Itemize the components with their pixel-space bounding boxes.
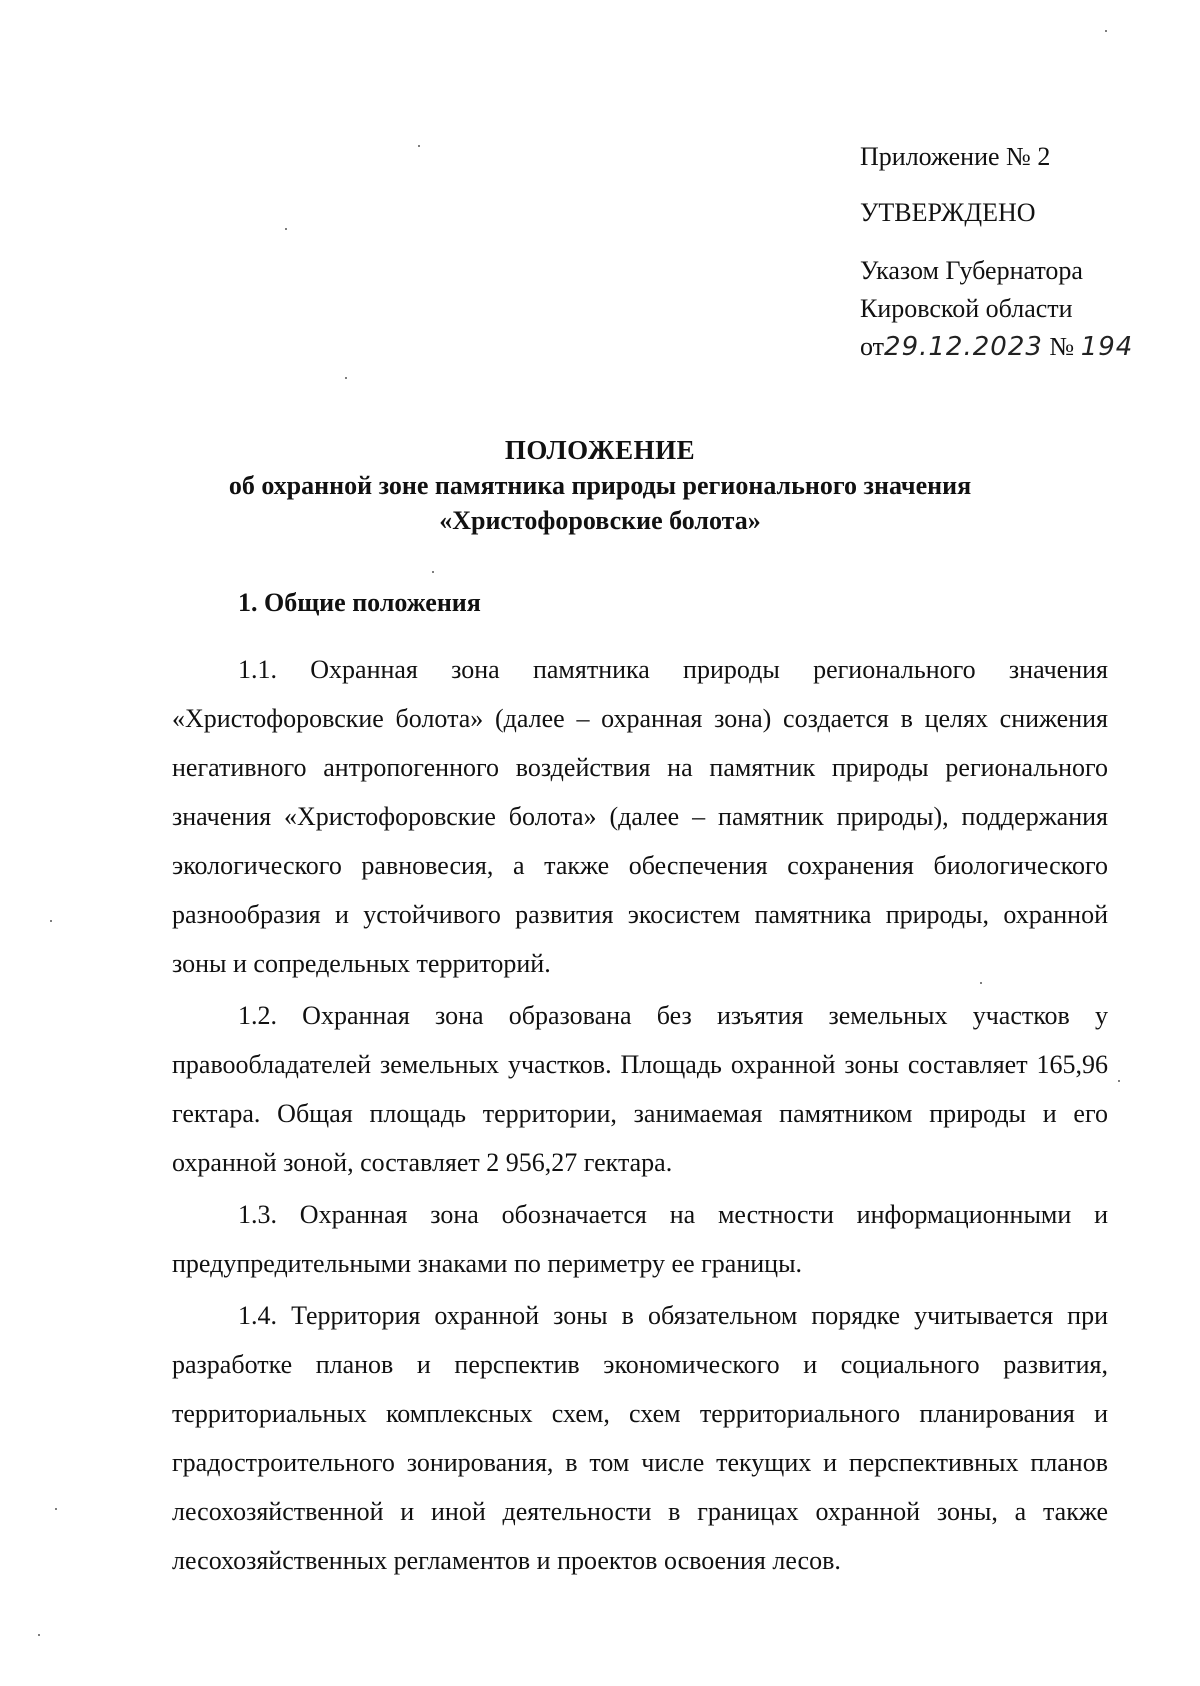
decree-date-line [860,328,1160,366]
paragraph-1-1: 1.1. Охранная зона памятника природы регионального значения «Христофоровские болота» (далее – охранная зона) создается в целях снижения негативного антропогенного воздействия на памятник природы регионального значения «Христофоровские болота» (далее – памятник природы), поддержания экологического равновесия, а также обеспечения сохранения биологического разнообразия и устойчивого развития экосистем памятника природы, охранной зоны и сопредельных территорий. [172,655,1108,978]
scan-speck [432,571,434,573]
number-prefix: № [1049,332,1075,361]
scan-speck [1118,1080,1120,1082]
scan-speck [38,1634,40,1636]
decree-line-2: Кировской области [860,294,1073,323]
title-subtitle: об охранной зоне памятника природы регионального значения [228,471,972,500]
scan-speck [980,982,982,984]
handwritten-date: 29.12.2023 [884,332,1043,362]
approved-label: УТВЕРЖДЕНО [860,198,1036,227]
handwritten-number: 194 [1080,332,1134,362]
title-main: ПОЛОЖЕНИЕ [504,435,696,465]
section-heading: 1. Общие положения [238,588,481,617]
scan-speck [50,920,52,922]
scan-speck [1105,30,1107,32]
date-prefix: от [860,332,885,361]
scan-speck [285,228,287,230]
document-title [140,433,1060,538]
paragraph-1-3: 1.3. Охранная зона обозначается на местности информационными и предупредительными знаками по периметру ее границы. [172,1200,1108,1278]
scan-speck [55,1508,57,1510]
approval-block [860,138,1160,366]
scan-speck [345,377,347,379]
scan-speck [418,145,420,147]
section-body [172,645,1108,1588]
title-object-name: «Христофоровские болота» [439,506,761,535]
decree-line-1: Указом Губернатора [860,256,1083,285]
appendix-label: Приложение № 2 [860,142,1051,171]
paragraph-1-4: 1.4. Территория охранной зоны в обязательном порядке учитывается при разработке планов и перспектив экономического и социального развития, территориальных комплексных схем, схем территориального планирования и градостроительного зонирования, в том числе текущих и перспективных планов лесохозяйственной и иной деятельности в границах охранной зоны, а также лесохозяйственных регламентов и проектов освоения лесов. [172,1301,1108,1575]
paragraph-1-2: 1.2. Охранная зона образована без изъятия земельных участков у правообладателей земельных участков. Площадь охранной зоны составляет 165,96 гектара. Общая площадь территории, занимаемая памятником природы и его охранной зоной, составляет 2 956,27 гектара. [172,1001,1108,1177]
